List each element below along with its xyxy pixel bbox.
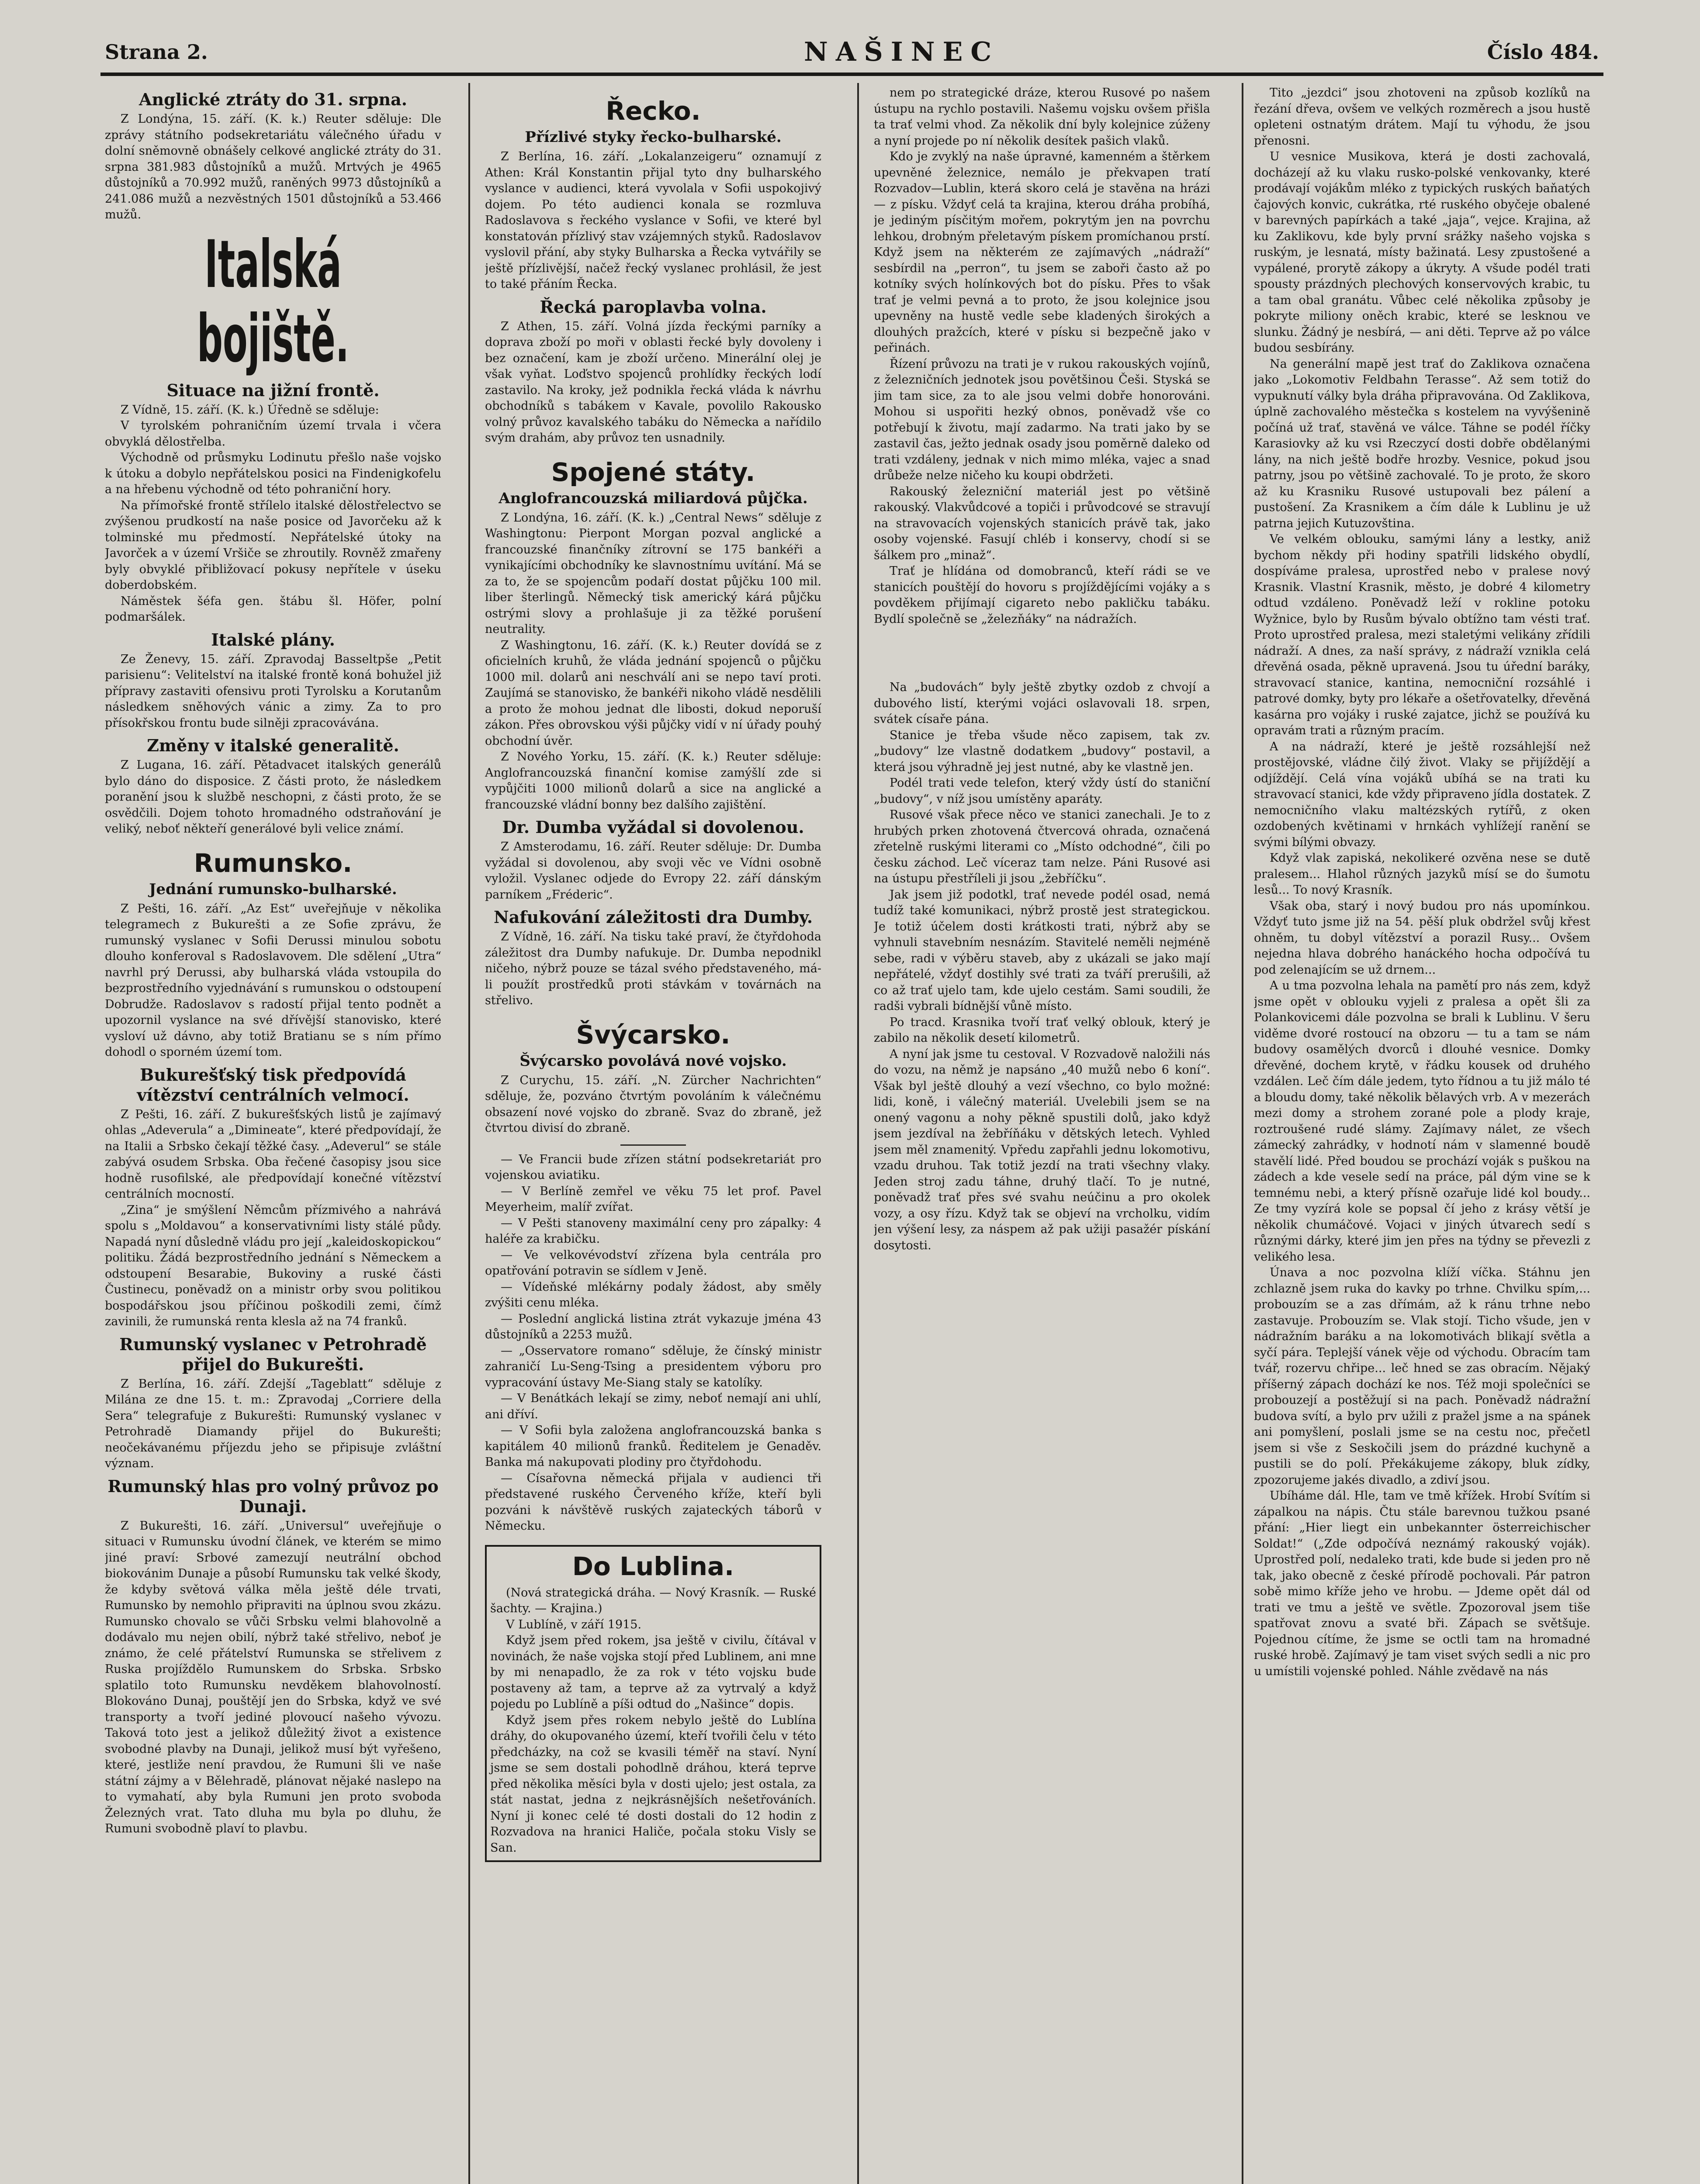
article-paragraph: Z Bukurešti, 16. září. „Universul“ uveřejňuje o situaci v Rumunsku úvodní článek, ve kterém se mimo jiné praví: Srbové zamezují neutrální obchod biokovánim Dunaje a působí Rumunsku tak velké škody, že kdyby světová válka měla ještě déle trvati, Rumunsko by nemohlo připraviti na úplnou svou zkázu. Rumunsko chovalo se vůči Srbsku velmi blahovolně a dodávalo mu nejen obilí, nýbrž také střelivo, neboť je známo, že celé přátelství Rumunska se střelivem z Ruska projíždělo Rumunskem do Srbska. Srbsko splatilo toto Rumunsku nevděkem blahovolností. Blokováno Dunaj, pouštějí jen do Srbska, když ve své transporty a tvoří jediné plovoucí našeho vývozu. Taková toto jest a jelikož důležitý život a existence svobodné plavby na Dunaji, jelikož musí být vyřešeno, které, jestliže není pravdou, že Rumuni šli ve naše státní zájmy a v Bělehradě, plánovat nějaké naslepo na to vymahatí, aby byla Rumuni jen proto svoboda Železných vrat. Tato dluha mu byla po dluhu, že Rumuni svobodně plaví to plavbu. [105,1519,441,1835]
article-paragraph: Rusové však přece něco ve stanici zanechali. Je to z hrubých prken zhotovená čtvercová ohrada, označená zřetelně ruskými literami co „Místo odchodné“, čili po česku záchod. Leč víceraz tam nelze. Páni Rusové asi na ústupu přestříleli ji jsou „žebříčku“. [874,808,1210,885]
page-label: Strana 2. [105,40,208,64]
column-rule [468,83,470,2184]
article-paragraph: Na generální mapě jest trať do Zaklikova označena jako „Lokomotiv Feldbahn Terasse“. Až sem totiž do vypuknutí války byla dráha připravována. Od Zaklikova, úplně zachovalého městečka s kostelem na vyvýšenině počíná už trať, stavěná ve válce. Táhne se podél říčky Karasiovky až ku vsi Rzeczycí dosti dobře obdělanými lány, na nich ještě bodře hrozby. Vesnice, pokud jsou patrny, jsou po většině zachovalé. To je proto, že skoro až ku Krasniku Rusové ustupovali bez pálení a pustošení. Za Krasnikem a čím dále k Lublinu je už patrna jejich Kutuzovština. [1254,357,1590,530]
article-paragraph: Když jsem před rokem, jsa ještě v civilu, čítával v novinách, že naše vojska stojí před Lublinem, ani mne by mi nenapadlo, že za rok v této vojsku bude postaveny až tam, a teprve až za vytrvalý a když pojedu po Lublíně a píši odtud do „Našince“ dopis. [490,1634,816,1711]
article-paragraph: — V Benátkách lekají se zimy, neboť nemají ani uhlí, ani dříví. [485,1392,821,1421]
article-paragraph: Když vlak zapiská, nekolikeré ozvěna nese se dutě pralesem... Hlahol různých jazyků mísí se do šumotu lesů... To nový Krasník. [1254,851,1590,897]
section-heading: Do Lublina. [572,1551,734,1581]
article-heading: Rumunský hlas pro volný průvoz po Dunaji. [107,1476,439,1516]
article-paragraph: Kdo je zvyklý na naše úpravné, kamenném a štěrkem upevněné železnice, nemálo je překvapen tratí Rozvadov—Lublin, která skoro celá je stavěna na hrázi — z písku. Vždyť celá ta krajina, kterou dráha probíhá, je jediným písčitým mořem, pokrytým jen na povrchu lehkou, drobným přeletavým pískem promíchanou prstí. Když jsem na některém ze zajímavých „nádraží“ sesbírdil na „perron“, tu jsem se zaboři často až po kotníky svých holínkových bot do písku. Přes to však trať je velmi pevná a to proto, že jsou kolejnice jsou upevněny na hustě vedle sebe kladených širokých a dlouhých pražcích, které v písku si bezpečně jako v peřinách. [874,150,1210,355]
article-paragraph: A u tma pozvolna lehala na pamětí pro nás zem, když jsme opět v oblouku vyjeli z pralesa a opět šli za Polankovicemi dále pozvolna se brali k Lublinu. V šeru viděme dvoré rostoucí na obzoru — tu a tam se nám budovy osamělých dvorců i dlouhé vesnice. Domky dřevěné, dochem krytě, v řádku kousek od druhého vzdálen. Leč čím dále jedem, tyto řídnou a tu již málo té a bloudu domy, také několik bělavých vrb. A v mezerách mezi domy a strohem zorané pole a plody kraje, roztroušené rudé slámy. Zajímavy nálet, ze všech zámecký zahrádky, v hodnotí nám v slamenné boudě stavělí lidé. Před boudou se prochází voják s puškou na zádech a kde vesele sedí na práce, pál dým vine se k temnému nebi, a který přísně ozařuje lidé kol boudy... Ze tmy vyzírá kole se popsal čí jeho z krásy větší je několik chumáčové. Vojaci v jiných útvarech sedí s různými dárky, které jim jen přes na týdny se převezli z velikého lesa. [1254,979,1590,1264]
article-paragraph: Na přímořské frontě střílelo italské dělostřelectvo se zvýšenou prudkostí na naše posice od Javorčeku až k tolminské mu předmostí. Nepřátelské útoky na Javorček a v území Vršiče se zhroutily. Rovněž zmařeny byly obvyklé přibližovací pokusy nepřítele v úseku doberdobském. [105,498,441,592]
boxed-article [485,1545,821,1863]
article-paragraph: (Nová strategická dráha. — Nový Krasník. — Ruské šachty. — Krajina.) [490,1586,816,1615]
article-paragraph: Z Pešti, 16. září. „Az Est“ uveřejňuje v několika telegramech z Bukurešti a ze Sofie zprávu, že rumunský vyslanec v Sofii Derussi minulou sobotu dlouho konferoval s Radoslavovem. Dle sdělení „Utra“ navrhl prý Derussi, aby bulharská vláda vstoupila do bezprostředního vyjednávání s rumunskou o odstoupení Dobrudže. Radoslavov s radostí přijal tento podnět a upozornil vyslance na své dřívější stanovisko, které vysloví už dávno, aby totiž Bratianu se s ním přímo dohodl o sporném území tom. [105,902,441,1059]
article-paragraph: A na nádraží, které je ještě rozsáhlejší než prostějovské, vládne čilý život. Vlaky se přijíždějí a odjíždějí. Celá vína vojáků ubíhá se na trati ku stravovací stanici, kde vždy připraveno jídla dostatek. Z nemocničního vlaku maltézských rytířů, z oken ozdobených květinami v hrnkách vyhlížejí ranění se svými bílými obvazy. [1254,740,1590,849]
article-paragraph: — V Sofii byla založena anglofrancouzská banka s kapitálem 40 milionů franků. Ředitelem je Genaděv. Banka má nakupovati plodiny pro čtyřdohodu. [485,1424,821,1469]
column-rule [857,83,859,2184]
article-paragraph: — Ve velkovévodství zřízena byla centrála pro opatřování potravin se sídlem v Jeně. [485,1248,821,1278]
column-3 [874,85,1210,2184]
article-paragraph: Trať je hlídána od domobranců, kteří rádi se ve stanicích pouštějí do hovoru s projíždějícími vojáky a s povděkem přijímají cigareto nebo pakličku tabáku. Bydlí společně se „železňáky“ na nádražích. [874,564,1210,626]
section-heading: Švýcarsko. [576,1019,731,1050]
article-heading: Italské plány. [211,629,335,650]
article-paragraph: nem po strategické dráze, kterou Rusové po našem ústupu na rychlo postavili. Našemu vojsku ovšem přišla ta trať velmi vhod. Za několik dní byly kolejnice zúženy a nyní projede po ní několik desítek pašich vlaků. [874,86,1210,148]
article-subheading: Jednání rumunsko-bulharské. [149,880,397,898]
masthead [105,37,1599,71]
article-paragraph: Tito „jezdci“ jsou zhotoveni na způsob kozlíků na řezání dřeva, ovšem ve velkých rozměrech a jsou hustě opleteni ostnatým drátem. Mají tu výhodu, že jsou přenosni. [1254,86,1590,148]
article-paragraph: Však oba, starý i nový budou pro nás upomínkou. Vždyť tuto jsme již na 54. pěší pluk obdržel svůj křest ohněm, tu dobyl vítězství a porazil Rusy... Ovšem nejedna hlava dobrého hanáckého hocha odpočívá tu pod zelenajícím se už drnem... [1254,899,1590,977]
article-paragraph: Z Berlína, 16. září. Zdejší „Tageblatt“ sděluje z Milána ze dne 15. t. m.: Zpravodaj „Corriere della Sera“ telegrafuje z Bukurešti: Rumunský vyslanec v Petrohradě Diamandy přijel do Bukurešti; neočekávanému příjezdu jeho se připisuje zvláštní význam. [105,1377,441,1470]
masthead-rule [100,73,1603,76]
article-paragraph: Stanice je třeba všude něco zapisem, tak zv. „budovy“ lze vlastně dodatkem „budovy“ postavil, a která jsou výhradně jej jest nutné, aby ke vlastně jen. [874,728,1210,774]
article-paragraph: V Lublíně, v září 1915. [506,1617,642,1631]
column-4 [1254,85,1590,2184]
article-subheading: Švýcarsko povolává nové vojsko. [519,1052,787,1070]
section-heading: Rumunsko. [194,848,353,878]
article-paragraph: Z Vídně, 16. září. Na tisku také praví, že čtyřdohoda záležitost dra Dumby nafukuje. Dr. Dumba nepodnikl ničeho, nýbrž pouze se tázal svého představeného, má-li použít prostředků proti stávkám v továrnách na střelivo. [485,930,821,1007]
article-paragraph: — Poslední anglická listina ztrát vykazuje jména 43 důstojníků a 2253 mužů. [485,1312,821,1341]
article-paragraph: — Ve Francii bude zřízen státní podsekretariát pro vojenskou aviatiku. [485,1152,821,1182]
section-heading: Řecko. [606,96,701,126]
article-paragraph: — „Osservatore romano“ sděluje, že čínský ministr zahraničí Lu-Seng-Tsing a presidentem výboru pro vypracování ústavy Me-Siang staly se katolíky. [485,1344,821,1389]
article-paragraph: Z Washingtonu, 16. září. (K. k.) Reuter dovídá se z oficielních kruhů, že vláda jednání spojenců o půjčku 1000 mil. dolarů ani neschválí ani se nepo taví proti. Zaujímá se stanovisko, že bankéři nikoho vládě nesdělili a proto že mohou jednat dle libosti, dokud neporuší zákon. Přes obrovskou výši půjčky vidí v ní úřady pouhý obchodní úvěr. [485,638,821,748]
article-paragraph: V tyrolském pohraničním území trvala i včera obvyklá dělostřelba. [105,419,441,449]
article-paragraph: Z Pešti, 16. září. Z bukurešťských listů je zajímavý ohlas „Adeverula“ a „Diminеate“, které předpovídají, že na Italii a Srbsko čekají těžké časy. „Adeverul“ se stále zabývá osudem Srbska. Oba řečené časopisy jsou sice hodně rusofilské, ale předpovídají konečné vítězství centrálních mocností. [105,1107,441,1201]
article-heading: Rumunský vyslanec v Petrohradě přijel do Bukurešti. [119,1334,427,1374]
article-paragraph: Únava a noc pozvolna klíží víčka. Stáhnu jen zchlazně jsem ruka do kavky po trhne. Chvilku spím,... probouzím se a zas dřímám, až k ránu trhne nebo zastavuje. Probouzím se. Vlak stojí. Ticho všude, jen v nádražním baráku a na lokomotivách blikají světla a syčí pára. Teplejší vánek věje od východu. Obracím tam tvář, rozervu chřipe... leč hned se zas obracím. Nějaký příšerný zápach dochází ke nos. Též moji společníci se probouzejí a postěžují si na pach. Poněvadž nádražní budova svítí, a bylo prv užili z pražel jsme a na spánek ani pomyšlení, poslali jsme se na cestu noc, přečetl jsem si vše z Seskočili jsem do prázdné kuchyně a pustili se do polí. Překákujeme zákopy, bluk zídky, zpozorujeme jakés divadlo, a zdiví jsou. [1254,1266,1590,1487]
article-paragraph: Jak jsem již podotkl, trať nevede podél osad, nemá tudíž také komunikaci, nýbrž prostě jest strategickou. Je totiž účelem dosti krátkosti trati, nýbrž aby se vyhnuli stavebním nesnázím. Stavitelé neměli nejméně sebe, radi v výběru staveb, aby z ukázali se jako mají nepřátelé, vždyť dostihly své trati za tváří prerušili, až co až trať ujelo tam, kde ujelo cestám. Sami soudili, že radši vybrali bídnější vůně místo. [874,888,1210,1013]
article-paragraph: Z Lugana, 16. září. Pětadvacet italských generálů bylo dáno do disposice. Z části proto, že následkem poranění jsou k službě neschopni, z části proto, že se osvědčili. Dojem tohoto hromadného odstraňování je veliký, neboť někteří generálové byli velice známí. [105,758,441,836]
article-paragraph: Z Vídně, 15. září. (K. k.) Úředně se sděluje: [121,403,379,417]
article-paragraph: Východně od průsmyku Lodinutu přešlo naše vojsko k útoku a dobylo nepřátelskou posici na Findenigkofelu a na hřebenu východně od této pohraniční hory. [105,451,441,496]
article-heading: Anglické ztráty do 31. srpna. [138,90,407,109]
article-paragraph: A nyní jak jsme tu cestoval. V Rozvadově naložili nás do vozu, na němž je napsáno „40 mužů nebo 6 koní“. Však byl ještě dlouhý a vezí všechno, co bylo možné: lidi, koně, i válečný materiál. Uvelebili jsem se na onený vagonu a nohy pěkně spustili dolů, jako když jsem jezdíval na žebříňáku v dětských letech. Vyhled jsem měl znamenitý. Vpředu zapřahli jednu lokomotivu, vzadu druhou. Tak totiž jezdí na trati všechny vlaky. Jeden stroj zadu táhne, druhý tlačí. To je nutné, poněvadž trať přes své svahu neúčinu a pro okolek vozy, a osy řízu. Když tak se objeví na vrcholku, vidím jen výšení lesy, za náspem až pak užiji pasažér pískání dosytosti. [874,1047,1210,1252]
article-paragraph: Z Athen, 15. září. Volná jízda řeckými parníky a doprava zboží po moři v oblasti řecké byly dovoleny i bez označení, kam je zboží určeno. Minerální olej je však vyňat. Loďstvo spojenců prohlídky řeckých lodí zastavilo. Na kroky, jež podnikla řecká vláda k návrhu obchodníků s tabákem v Kavale, povolilo Rakousko volný průvoz kavalského tabáku do Německa a nařídilo svým drahám, aby průvoz ten usnadnily. [485,319,821,445]
article-paragraph: U vesnice Musikova, která je dosti zachovalá, docházejí až ku vlaku rusko-polské venkovanky, které prodávají vojákům mléko z typických ruských baňatých čajových konvic, cukrátka, rté ruského obyčeje obalené v barevných papírkách a také „jaja“, vejce. Krajina, až ku Zaklikovu, kde byly první srážky našeho vojska s ruským, je lesnatá, místy bažinatá. Lesy zpustošené a vypálené, prorytě zákopy a úkryty. A všude podél trati spousty prázdných plechových konservových krabic, tu a tam obal granátu. Vůbec celé několika způsoby je pokryte miliony oněch krabic, které se lesknou ve slunku. Žádný je nesbírá, — ani děti. Teprve až po válce budou sesbírány. [1254,150,1590,355]
article-paragraph: Ubíháme dál. Hle, tam ve tmě křížek. Hrobí Svítím si zápalkou na nápis. Čtu stále barevnou tužkou psané přání: „Hier liegt ein unbekannter österreichischer Soldat!“ („Zde odpočívá neznámý rakouský voják). Uprostřed polí, nedaleko trati, kde bude si jeden pro ně tak, jako obecně z české přírodě pochovali. Pár patron sobě mimo kříže jeho ve hrobu. — Jdeme opět dál od trati ve tmu a ještě ve světle. Zpozoroval jsem tiše spatřovat znovu a svaté bři. Zápach se světšuje. Pojednou cítíme, že jsme se octli tam na hromadné ruské hrobě. Zajímavý je tam viset svých sedli a nic pro u umístili vojenské pohled. Náhle zvědavě na nás [1254,1489,1590,1678]
article-heading: Řecká paroplavba volna. [540,297,767,317]
column-1 [105,85,441,2184]
article-paragraph: Podél trati vede telefon, který vždy ústí do staniční „budovy“, v níž jsou umístěny aparáty. [874,776,1210,806]
column-rule [1242,83,1243,2184]
article-paragraph: Z Londýna, 15. září. (K. k.) Reuter sděluje: Dle zprávy státního podsekretariátu válečného úřadu v dolní sněmovně obnášely celkové anglické ztráty do 31. srpna 381.983 důstojníků a mužů. Mrtvých je 4965 důstojníků a 70.992 mužů, raněných 9973 důstojníků a 241.086 mužů a nezvěstných 1501 důstojníků a 53.466 mužů. [105,112,441,221]
article-paragraph: Když jsem přes rokem nebylo ještě do Lublína dráhy, do okupovaného území, kteří tvořili čelu v této předcházky, na což se kvasili téměř na staví. Nyní jsme se sem dostali pohodlně dráhou, která teprve před několika měsíci byla v dosti ujelo; jest ostala, za stát nastat, jedna z nejkrásnějších nešetřováních. Nyní ji konec celé té dosti dostali do 12 hodin z Rozvadova na hranici Haliče, počala stoku Visly se San. [490,1713,816,1855]
article-heading: Situace na jižní frontě. [166,380,380,400]
article-paragraph: Ve velkém oblouku, samými lány a lestky, aniž bychom někdy při hodiny spatřili lidského obydlí, dospíváme pralesa, uprostřed nebo v pralese nový Krasnik. Vlastní Krasnik, město, je dobré 4 kilometry odtud vzdáleno. Poněvadž leží v rokline potoku Wyžnice, bylo by Rusům bývalo obtížno tam vésti trať. Proto uprostřed pralesa, mezi staletými velikány zřídili nádraží. A dnes, za naší správy, z nádraží vznikla celá dřevěná osada, pěkně upravená. Jsou tu úřední baráky, stravovací stanice, kantina, nemocniční rozsáhlé i patrové domky, byty pro lékaře a ošetřovatelky, dřevěná kasárna pro vojáky i ruské zajatce, jichž se používá ku opravám trati a různým pracím. [1254,532,1590,737]
article-heading: Bukurešťský tisk předpovídá vítězství centrálních velmocí. [137,1064,409,1105]
paper-name: NAŠINEC [804,37,1000,67]
article-heading: Změny v italské generalitě. [147,736,399,755]
article-paragraph: — Císařovna německá přijala v audienci tři představené ruského Červeného kříže, kteří byli pozváni k návštěvě ruských zajateckých táborů v Německu. [485,1471,821,1533]
article-paragraph: „Zina“ je smýšlení Němcům přízmivého a nahrává spolu s „Moldavou“ a konservativními listy stálé půdy. Napadá nyní důsledně vládu pro její „kaleidoskopickou“ politiku. Žádá bezprostředního jednání s Německem a odstoupení Besarabie, Bukoviny a ruské části Čustinecu, poněvadž on a ministr orby svou politikou bospodářskou jsou příčinou poškodili zemi, čímž zavinili, že rumunská renta klesla až na 74 franků. [105,1203,441,1328]
article-paragraph: Z Curychu, 15. září. „N. Zürcher Nachrichten“ sděluje, že, pozváno čtvrtým povoláním k válečnému obsazení nové vojsko do zbraně. Svaz do zbraně, jež čtvrtou divisí do zbraně. [485,1073,821,1135]
article-paragraph: — Vídeňské mlékárny podaly žádost, aby směly zvýšiti cenu mléka. [485,1280,821,1310]
article-paragraph: — V Pešti stanoveny maximální ceny pro zápalky: 4 haléře za krabičku. [485,1216,821,1246]
article-paragraph: Z Nového Yorku, 15. září. (K. k.) Reuter sděluje: Anglofrancouzská finanční komise zamýšlí zde si vypůjčiti 1000 milionů dolarů a sice na anglické a francouzské vládní bonny bez dalšího zajištění. [485,750,821,812]
article-paragraph: Náměstek šéfa gen. štábu šl. Höfer, polní podmaršálek. [105,594,441,624]
column-gap [874,627,1210,680]
article-paragraph: Řízení průvozu na trati je v rukou rakouských vojínů, z železničních jednotek jsou povětšinou Češi. Styská se jim tam sice, za to ale jsou velmi dobře honorováni. Mohou si uspořiti hezký obnos, poněvadž vše co potřebují k životu, mají zadarmo. Na trati jako by se zastavil čas, ježto jednak osady jsou poměrně daleko od trati vzdáleny, jednak v nich mimo mléka, vajec a snad drůbeže nelze ničeho ku koupi obdržeti. [874,357,1210,482]
article-heading: Nafukování záležitosti dra Dumby. [493,907,813,927]
article-subheading: Přízlivé styky řecko-bulharské. [525,128,782,146]
issue-label: Číslo 484. [1487,40,1599,64]
article-paragraph: Na „budovách“ byly ještě zbytky ozdob z chvojí a dubového listí, kterými vojáci oslavovali 18. srpen, svátek císaře pána. [874,681,1210,726]
article-paragraph: Po tracd. Krasnika tvoří trať velký oblouk, který je zabilo na několik desetí kilometrů. [874,1015,1210,1045]
article-subheading: Anglofrancouzská miliardová půjčka. [499,489,808,507]
article-paragraph: Z Amsterodamu, 16. září. Reuter sděluje: Dr. Dumba vyžádal si dovolenou, aby svoji věc ve Vídni osobně vyložil. Vyslanec odjede do Evropy 22. září dánským parníkem „Fréderic“. [485,840,821,902]
article-heading: Dr. Dumba vyžádal si dovolenou. [502,817,804,837]
article-paragraph: — V Berlíně zemřel ve věku 75 let prof. Pavel Meyerheim, malíř zvířat. [485,1184,821,1214]
article-paragraph: Ze Ženevy, 15. září. Zpravodaj Basseltpše „Petit parisienu“: Velitelství na italské frontě koná bohužel již přípravy zastaviti ofensivu proti Tyrolsku a Korutanům následkem sněhových vánic a zimy. Za to pro přísokřskou frontu bude silněji zpracovávána. [105,652,441,730]
column-2 [485,85,821,2184]
section-headline: Italská bojiště. [197,226,350,377]
section-divider [620,1144,686,1146]
article-paragraph: Z Londýna, 16. září. (K. k.) „Central News“ sděluje z Washingtonu: Pierpont Morgan pozval anglické a francouzské finančníky zítrovní se 175 bankéři a vynikajícími obchodníky ke slavnostnímu uvítání. Má se za to, že se spojencům podaří dostat půjčku 100 mil. liber šterlingů. Německý tisk americký kárá půjčku ostrými slovy a prohlašuje ji za těžké porušení neutrality. [485,511,821,636]
section-heading: Spojené státy. [551,457,755,487]
article-paragraph: Z Berlína, 16. září. „Lokalanzeigeru“ oznamují z Athen: Král Konstantin přijal tyto dny bulharského vyslance v audienci, která vyvolala v Sofii uspokojivý dojem. Po této audienci konala se rozmluva Radoslavova s řeckého vyslance v Sofii, ve které byl konstatován přízlivý stav vzájemných styků. Radoslavov vyslovil přání, aby styky Bulharska a Řecka vytvářily se ještě přízlivější, načež řecký vyslanec prohlásil, že jest to také přáním Řecka. [485,150,821,291]
article-paragraph: Rakouský železniční materiál jest po většině rakouský. Vlakvůdcové a topiči i průvodcové se stravují na stravovacích vojenských stanicích právě tak, jako osoby vojenské. Fasují chléb i konservy, chodí si se šálkem pro „minaž“. [874,484,1210,562]
